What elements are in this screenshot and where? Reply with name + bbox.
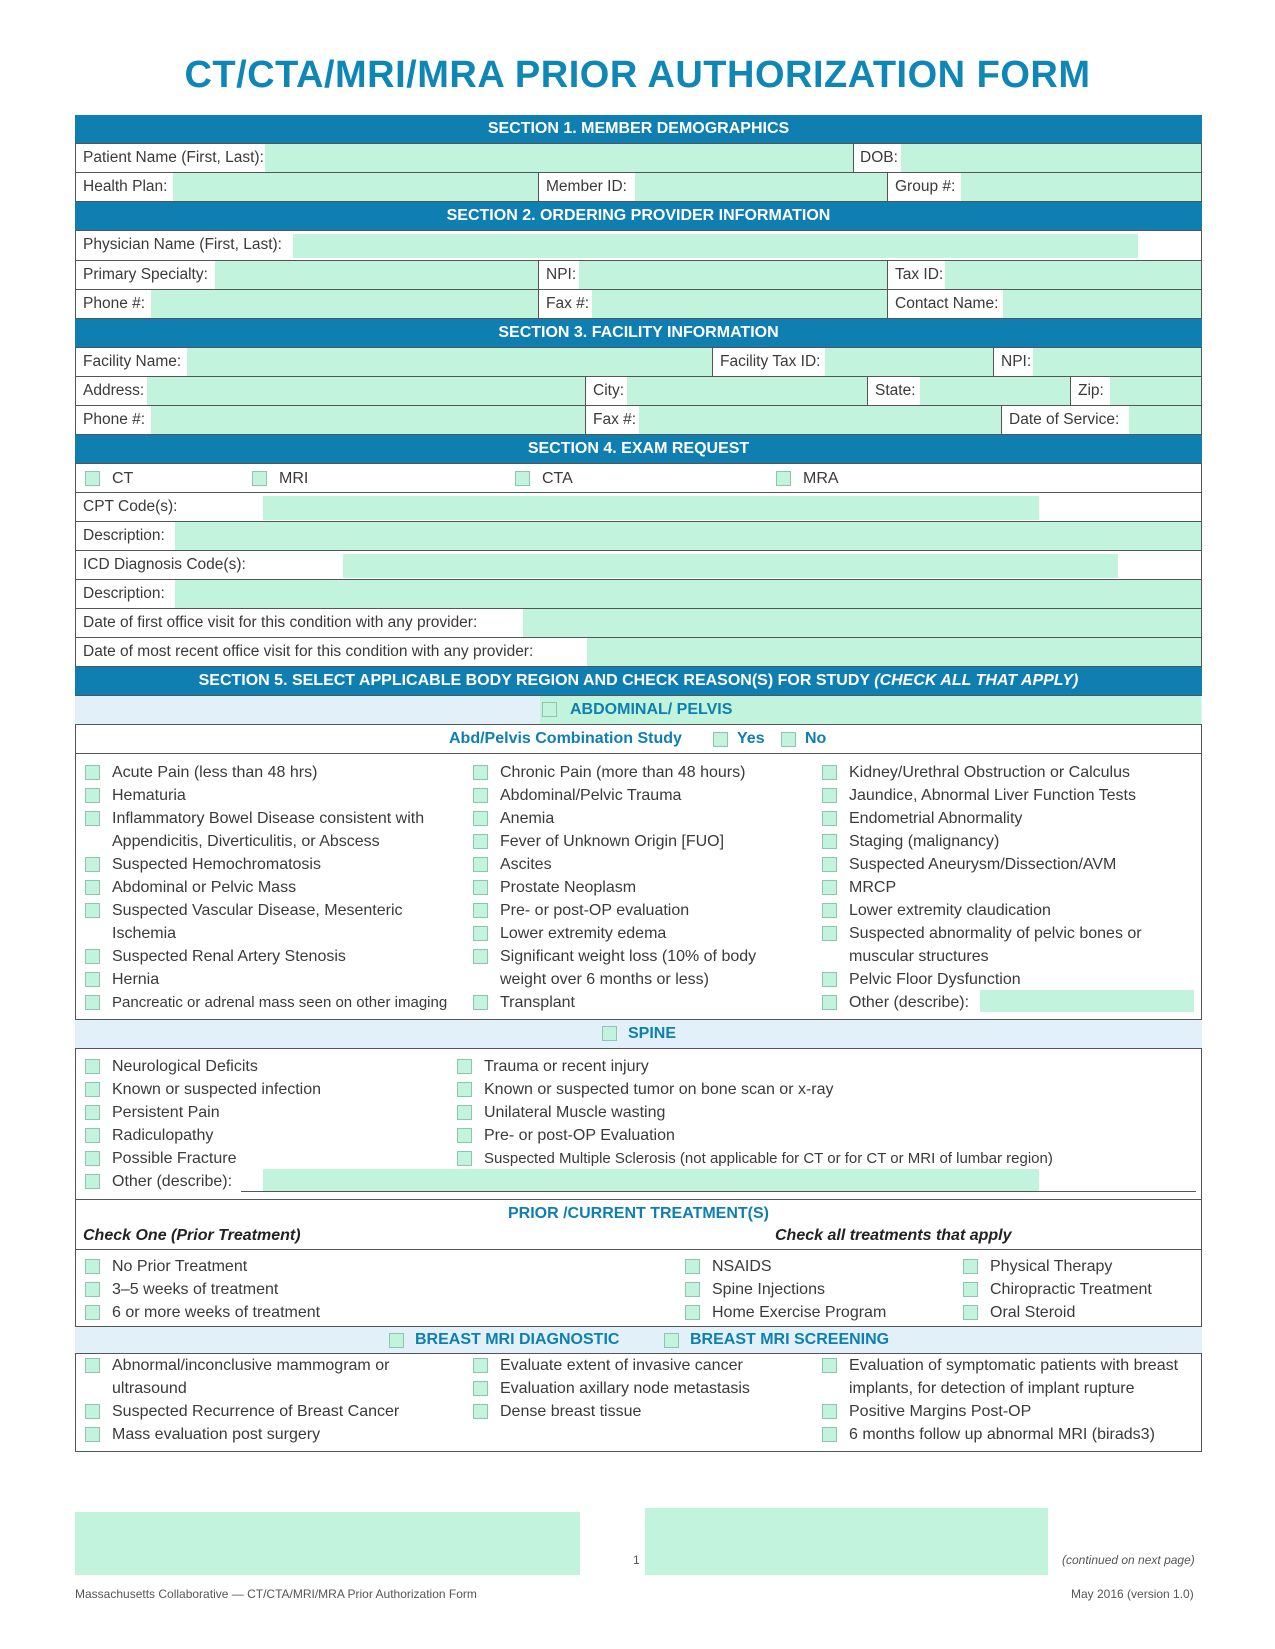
provider-npi-field[interactable] xyxy=(579,261,887,289)
checkbox[interactable] xyxy=(85,1128,100,1143)
combo-yes-label: Yes xyxy=(737,730,765,747)
health-plan-field[interactable] xyxy=(173,173,538,201)
spine-other-field[interactable] xyxy=(263,1169,1039,1191)
checkbox[interactable] xyxy=(685,1305,700,1320)
facility-row xyxy=(75,348,1202,377)
checkbox[interactable] xyxy=(473,926,488,941)
contact-name-field[interactable] xyxy=(1003,290,1201,318)
divider xyxy=(887,261,888,289)
divider xyxy=(1001,406,1002,434)
checkbox[interactable] xyxy=(963,1259,978,1274)
checkbox[interactable] xyxy=(473,857,488,872)
checkbox[interactable] xyxy=(85,972,100,987)
specialty-label: Primary Specialty: xyxy=(83,266,208,283)
spine-header xyxy=(75,1020,1202,1049)
state-field[interactable] xyxy=(920,377,1070,405)
checkbox[interactable] xyxy=(85,765,100,780)
facility-name-label: Facility Name: xyxy=(83,353,182,370)
checkbox[interactable] xyxy=(473,1404,488,1419)
abdominal-header xyxy=(75,696,1202,725)
provider-fax-label: Fax #: xyxy=(546,295,590,312)
abd-other-field[interactable] xyxy=(980,990,1194,1012)
checkbox[interactable] xyxy=(457,1105,472,1120)
contact-name-label: Contact Name: xyxy=(895,295,999,312)
abdominal-checkbox[interactable] xyxy=(542,702,557,717)
check-all-note: (CHECK ALL THAT APPLY) xyxy=(874,672,1079,689)
patient-name-field[interactable] xyxy=(265,144,853,172)
treatment-options: No Prior Treatment 3–5 weeks of treatment 6 or more weeks of treatment NSAIDS Spine Injections Home Exercise Program Physical Therapy Chiropractic Treatment Oral Steroid xyxy=(75,1250,1202,1327)
dob-field[interactable] xyxy=(901,144,1201,172)
date-signed-field[interactable] xyxy=(645,1508,1048,1575)
checkbox[interactable] xyxy=(473,995,488,1010)
cta-checkbox[interactable] xyxy=(515,471,530,486)
checkbox[interactable] xyxy=(85,903,100,918)
checkbox[interactable] xyxy=(85,1404,100,1419)
checkbox[interactable] xyxy=(85,880,100,895)
cpt-row xyxy=(75,493,1202,522)
checkbox[interactable] xyxy=(473,811,488,826)
checkbox[interactable] xyxy=(85,949,100,964)
checkbox[interactable] xyxy=(822,926,837,941)
date-of-service-label: Date of Service: xyxy=(1009,411,1120,428)
spine-other-underline xyxy=(241,1191,1196,1192)
checkbox[interactable] xyxy=(963,1305,978,1320)
facility-phone-field[interactable] xyxy=(151,406,585,434)
cpt-field[interactable] xyxy=(263,496,1039,520)
checkbox[interactable] xyxy=(473,1358,488,1373)
footer-right: May 2016 (version 1.0) xyxy=(1071,1587,1194,1601)
breast-diagnostic-title: BREAST MRI DIAGNOSTIC xyxy=(415,1331,620,1348)
cpt-description-row xyxy=(75,522,1202,551)
icd-description-field[interactable] xyxy=(175,580,1201,608)
address-row xyxy=(75,377,1202,406)
divider xyxy=(993,348,994,376)
divider xyxy=(712,348,713,376)
combo-label: Abd/Pelvis Combination Study xyxy=(449,730,682,747)
section-1-header: SECTION 1. MEMBER DEMOGRAPHICS xyxy=(75,115,1202,144)
tax-id-field[interactable] xyxy=(945,261,1201,289)
divider xyxy=(585,377,586,405)
checkbox[interactable] xyxy=(473,1381,488,1396)
address-label: Address: xyxy=(83,382,145,399)
checkbox[interactable] xyxy=(85,1259,100,1274)
checkbox[interactable] xyxy=(822,834,837,849)
checkbox[interactable] xyxy=(685,1282,700,1297)
icd-description-label: Description: xyxy=(83,585,165,602)
divider xyxy=(538,290,539,318)
combo-row xyxy=(75,725,1202,754)
member-id-label: Member ID: xyxy=(546,178,627,195)
recent-visit-field[interactable] xyxy=(587,638,1201,666)
specialty-field[interactable] xyxy=(215,261,538,289)
treatment-title: PRIOR /CURRENT TREATMENT(S) xyxy=(507,1205,770,1222)
facility-name-field[interactable] xyxy=(187,348,712,376)
checkbox[interactable] xyxy=(457,1128,472,1143)
tax-id-label: Tax ID: xyxy=(895,266,944,283)
checkbox[interactable] xyxy=(85,1059,100,1074)
checkbox[interactable] xyxy=(457,1059,472,1074)
provider-phone-row xyxy=(75,290,1202,319)
checkbox[interactable] xyxy=(822,903,837,918)
physician-name-field[interactable] xyxy=(293,234,1138,258)
check-all-label: Check all treatments that apply xyxy=(775,1227,1012,1244)
group-label: Group #: xyxy=(895,178,956,195)
first-visit-label: Date of first office visit for this condition with any provider: xyxy=(83,614,478,631)
state-label: State: xyxy=(875,382,916,399)
divider xyxy=(1070,377,1071,405)
checkbox[interactable] xyxy=(822,880,837,895)
breast-screening-checkbox[interactable] xyxy=(664,1333,679,1348)
section-2-header: SECTION 2. ORDERING PROVIDER INFORMATION xyxy=(75,202,1202,231)
icd-description-row xyxy=(75,580,1202,609)
checkbox[interactable] xyxy=(822,765,837,780)
facility-tax-field[interactable] xyxy=(825,348,993,376)
checkbox[interactable] xyxy=(85,1427,100,1442)
zip-label: Zip: xyxy=(1078,382,1104,399)
checkbox[interactable] xyxy=(822,972,837,987)
provider-phone-label: Phone #: xyxy=(83,295,146,312)
mra-checkbox[interactable] xyxy=(776,471,791,486)
facility-fax-label: Fax #: xyxy=(593,411,637,428)
address-field[interactable] xyxy=(147,377,585,405)
zip-field[interactable] xyxy=(1110,377,1201,405)
facility-fax-field[interactable] xyxy=(639,406,1001,434)
divider xyxy=(867,377,868,405)
facility-npi-label: NPI: xyxy=(1001,353,1032,370)
recent-visit-row xyxy=(75,638,1202,667)
city-label: City: xyxy=(593,382,624,399)
first-visit-row xyxy=(75,609,1202,638)
checkbox[interactable] xyxy=(473,903,488,918)
treatment-header xyxy=(75,1200,1202,1250)
divider xyxy=(585,406,586,434)
spine-title: SPINE xyxy=(628,1025,677,1042)
form-title: CT/CTA/MRI/MRA PRIOR AUTHORIZATION FORM xyxy=(184,54,1091,96)
checkbox[interactable] xyxy=(822,1404,837,1419)
checkbox[interactable] xyxy=(85,1174,100,1189)
spine-reasons: Neurological Deficits Known or suspected infection Persistent Pain Radiculopathy Possible Fracture Other (describe): Trauma or recent injury Known or suspected tumor on bone scan or x-ray Unilateral Muscle wasting Pre- or post-OP Evaluation Suspected Multiple Sclerosis (not applicable for CT or for CT or MRI of lumbar region) xyxy=(75,1049,1202,1200)
health-plan-label: Health Plan: xyxy=(83,178,168,195)
breast-screening-title: BREAST MRI SCREENING xyxy=(690,1331,890,1348)
group-field[interactable] xyxy=(961,173,1201,201)
date-of-service-field[interactable] xyxy=(1129,406,1201,434)
checkbox[interactable] xyxy=(85,811,100,826)
provider-phone-field[interactable] xyxy=(151,290,538,318)
mri-checkbox[interactable] xyxy=(252,471,267,486)
checkbox[interactable] xyxy=(473,880,488,895)
physician-row xyxy=(75,231,1202,261)
recent-visit-label: Date of most recent office visit for this condition with any provider: xyxy=(83,643,534,660)
continued-note: (continued on next page) xyxy=(1062,1553,1195,1567)
patient-name-label: Patient Name (First, Last): xyxy=(83,149,264,166)
divider xyxy=(853,144,854,172)
section-4-header: SECTION 4. EXAM REQUEST xyxy=(75,435,1202,464)
facility-npi-field[interactable] xyxy=(1033,348,1201,376)
checkbox[interactable] xyxy=(85,1082,100,1097)
facility-phone-row xyxy=(75,406,1202,435)
cpt-label: CPT Code(s): xyxy=(83,498,178,515)
combo-no-label: No xyxy=(805,730,827,747)
checkbox[interactable] xyxy=(85,1151,100,1166)
check-one-label: Check One (Prior Treatment) xyxy=(83,1227,301,1244)
divider xyxy=(538,173,539,201)
city-field[interactable] xyxy=(627,377,867,405)
checkbox[interactable] xyxy=(85,788,100,803)
patient-row xyxy=(75,144,1202,173)
section-3-header: SECTION 3. FACILITY INFORMATION xyxy=(75,319,1202,348)
abdominal-reasons: Acute Pain (less than 48 hrs) Hematuria Inflammatory Bowel Disease consistent with Appendicitis, Diverticulitis, or Abscess Suspected Hemochromatosis Abdominal or Pelvic Mass Suspected Vascular Disease, Mesenteric Ischemia Suspected Renal Artery Stenosis Hernia Pancreatic or adrenal mass seen on other imaging Chronic Pain (more than 48 hours) Abdominal/Pelvic Trauma Anemia Fever of Unknown Origin [FUO] Ascites Prostate Neoplasm Pre- or post-OP evaluation Lower extremity edema Significant weight loss (10% of body weight over 6 months or less) Transplant Kidney/Urethral Obstruction or Calculus Jaundice, Abnormal Liver Function Tests Endometrial Abnormality Staging (malignancy) Suspected Aneurysm/Dissection/AVM MRCP Lower extremity claudication Suspected abnormality of pelvic bones or muscular structures Pelvic Floor Dysfunction Other (describe): xyxy=(75,754,1202,1020)
icd-row xyxy=(75,551,1202,580)
specialty-row xyxy=(75,261,1202,290)
first-visit-field[interactable] xyxy=(523,609,1201,637)
checkbox[interactable] xyxy=(457,1151,472,1166)
icd-label: ICD Diagnosis Code(s): xyxy=(83,556,246,573)
checkbox[interactable] xyxy=(85,857,100,872)
checkbox[interactable] xyxy=(457,1082,472,1097)
plan-row xyxy=(75,173,1202,202)
checkbox[interactable] xyxy=(473,765,488,780)
checkbox[interactable] xyxy=(822,1427,837,1442)
cpt-description-label: Description: xyxy=(83,527,165,544)
checkbox[interactable] xyxy=(685,1259,700,1274)
checkbox[interactable] xyxy=(963,1282,978,1297)
page-number: 1 xyxy=(633,1553,640,1567)
divider xyxy=(887,173,888,201)
checkbox[interactable] xyxy=(822,1358,837,1373)
abdominal-title: ABDOMINAL/ PELVIS xyxy=(570,701,733,718)
checkbox[interactable] xyxy=(85,1305,100,1320)
cpt-description-field[interactable] xyxy=(175,522,1201,550)
divider xyxy=(538,261,539,289)
checkbox[interactable] xyxy=(85,995,100,1010)
exam-type-row: CT MRI CTA MRA xyxy=(75,464,1202,493)
provider-npi-label: NPI: xyxy=(546,266,577,283)
signature-field[interactable] xyxy=(75,1512,580,1575)
spine-checkbox[interactable] xyxy=(602,1026,617,1041)
combo-yes-checkbox[interactable] xyxy=(713,732,728,747)
breast-header xyxy=(75,1327,1202,1354)
checkbox[interactable] xyxy=(822,857,837,872)
breast-reasons: Abnormal/inconclusive mammogram or ultrasound Suspected Recurrence of Breast Cancer Mass evaluation post surgery Evaluate extent of invasive cancer Evaluation axillary node metastasis Dense breast tissue Evaluation of symptomatic patients with breast implants, for detection of implant rupture Positive Margins Post-OP 6 months follow up abnormal MRI (birads3) xyxy=(75,1354,1202,1452)
breast-diagnostic-checkbox[interactable] xyxy=(389,1333,404,1348)
divider xyxy=(887,290,888,318)
facility-tax-label: Facility Tax ID: xyxy=(720,353,821,370)
ct-checkbox[interactable] xyxy=(85,471,100,486)
checkbox[interactable] xyxy=(85,1105,100,1120)
provider-fax-field[interactable] xyxy=(592,290,887,318)
checkbox[interactable] xyxy=(473,788,488,803)
combo-no-checkbox[interactable] xyxy=(781,732,796,747)
checkbox[interactable] xyxy=(473,834,488,849)
checkbox[interactable] xyxy=(822,788,837,803)
footer-left: Massachusetts Collaborative — CT/CTA/MRI/MRA Prior Authorization Form xyxy=(75,1587,477,1601)
checkbox[interactable] xyxy=(473,949,488,964)
member-id-field[interactable] xyxy=(635,173,887,201)
icd-field[interactable] xyxy=(343,554,1118,578)
dob-label: DOB: xyxy=(860,149,898,166)
checkbox[interactable] xyxy=(85,1282,100,1297)
physician-name-label: Physician Name (First, Last): xyxy=(83,236,282,253)
checkbox[interactable] xyxy=(822,811,837,826)
checkbox[interactable] xyxy=(85,1358,100,1373)
checkbox[interactable] xyxy=(822,995,837,1010)
facility-phone-label: Phone #: xyxy=(83,411,146,428)
section-5-header: SECTION 5. SELECT APPLICABLE BODY REGION AND CHECK REASON(S) FOR STUDY (CHECK ALL THAT APPLY) xyxy=(75,667,1202,696)
